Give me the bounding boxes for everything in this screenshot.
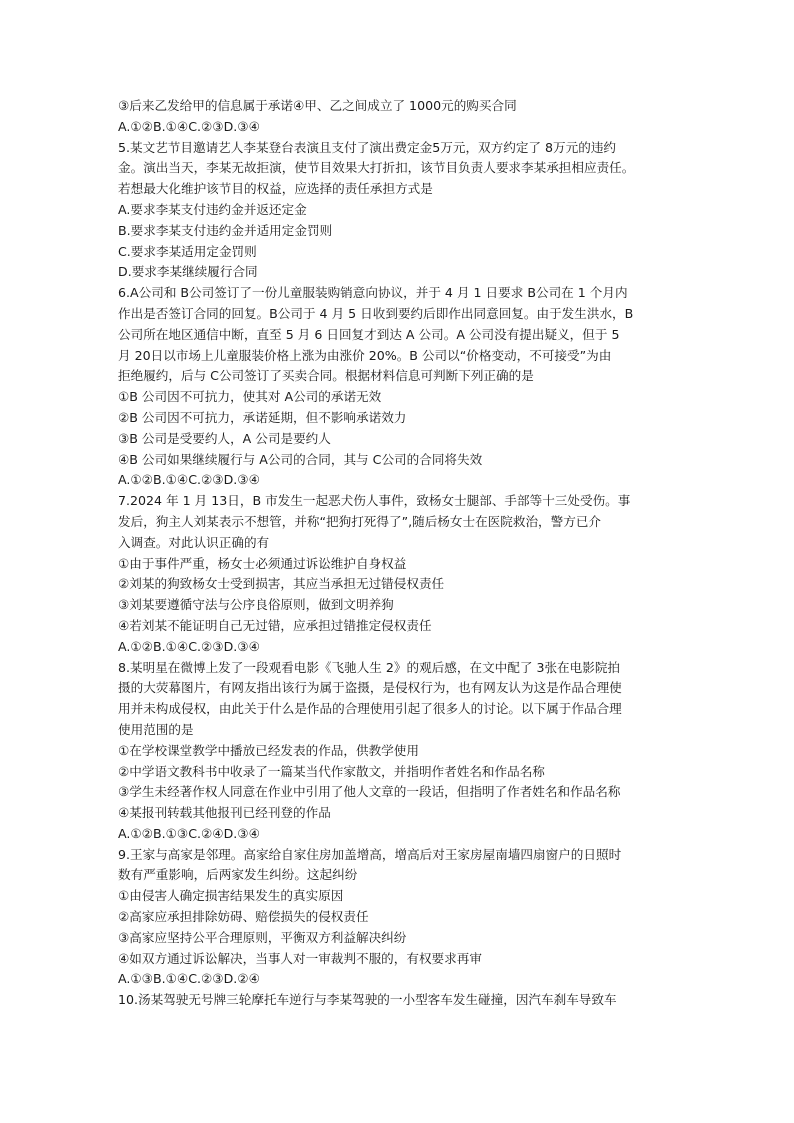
question-10-stem: 10.汤某驾驶无号牌三轮摩托车逆行与李某驾驶的一小型客车发生碰撞，因汽车刹车导致车 [118,992,617,1008]
answer-options: A.①②B.①④C.②③D.③④ [118,118,260,134]
text-line: ③后来乙发给甲的信息属于承诺④甲、乙之间成立了 1000元的购买合同 [118,98,517,113]
statement-3: ③刘某要遵循守法与公序良俗原则，做到文明养狗 [118,597,394,613]
question-7-stem: 入调查。对此认识正确的有 [118,534,270,550]
statement-2: ②中学语文教科书中收录了一篇某当代作家散文，并指明作者姓名和作品名称 [118,763,545,779]
statement-4: ④如双方通过诉讼解决，当事人对一审裁判不服的，有权要求再审 [118,950,482,966]
question-7-stem: 7.2024 年 1 月 13日，B 市发生一起恶犬伤人事件，致杨女士腿部、手部等十三处受伤。事 [118,493,631,509]
answer-options: A.①②B.①④C.②③D.③④ [118,472,260,488]
question-8-stem: 使用范围的是 [118,721,194,737]
answer-options: A.①③B.①④C.②③D.②④ [118,971,260,987]
statement-1: ①由侵害人确定损害结果发生的真实原因 [118,888,344,904]
question-5-stem: 金。演出当天，李某无故拒演，使节目效果大打折扣，该节目负责人要求李某承担相应责任。 [118,160,635,176]
answer-options: A.①②B.①④C.②③D.③④ [118,638,260,654]
question-8-stem: 摄的大荧幕图片，有网友指出该行为属于盗摄，是侵权行为，也有网友认为这是作品合理使 [118,680,622,696]
statement-2: ②高家应承担排除妨碍、赔偿损失的侵权责任 [118,909,369,925]
question-9-stem: 9.王家与高家是邻理。高家给自家住房加盖增高，增高后对王家房屋南墙四扇窗户的日照时 [118,846,622,862]
document-page [118,96,678,1011]
question-5-stem: 5.某文艺节目邀请艺人李某登台表演且支付了演出费定金5万元，双方约定了 8万元的违约 [118,139,617,155]
option-c: C.要求李某适用定金罚则 [118,243,257,259]
statement-1: ①由于事件严重，杨女士必须通过诉讼维护自身权益 [118,555,407,571]
question-8-stem: 8.某明星在微博上发了一段观看电影《飞驰人生 2》的观后感，在文中配了 3张在电影院拍 [118,659,621,675]
statement-4: ④某报刊转载其他报刊已经刊登的作品 [118,805,331,821]
question-6-stem: 6.A公司和 B公司签订了一份儿童服装购销意向协议，并于 4 月 1 日要求 B公司在 1 个月内 [118,285,628,301]
option-d: D.要求李某继续履行合同 [118,264,258,280]
question-7-stem: 发后，狗主人刘某表示不想管，并称“把狗打死得了”,随后杨女士在医院救治，警方已介 [118,513,602,529]
question-8-stem: 用并未构成侵权，由此关于什么是作品的合理使用引起了很多人的讨论。以下属于作品合理 [118,701,622,717]
statement-1: ①在学校课堂教学中播放已经发表的作品，供教学使用 [118,742,419,758]
statement-4: ④若刘某不能证明自己无过错，应承担过错推定侵权责任 [118,617,432,633]
statement-3: ③学生未经著作权人同意在作业中引用了他人文章的一段话，但指明了作者姓名和作品名称 [118,784,621,800]
question-6-stem: 公司所在地区通信中断，直至 5 月 6 日回复才到达 A 公司。A 公司没有提出疑义，但于 5 [118,326,620,342]
statement-2: ②B 公司因不可抗力，承诺延期，但不影响承诺效力 [118,409,407,425]
statement-1: ①B 公司因不可抗力，使其对 A公司的承诺无效 [118,389,382,405]
question-9-stem: 数有严重影响，后两家发生纠纷。这起纠纷 [118,867,358,883]
statement-4: ④B 公司如果继续履行与 A公司的合同，其与 C公司的合同将失效 [118,451,483,467]
question-6-stem: 拒绝履约，后与 C公司签订了买卖合同。根据材料信息可判断下列正确的是 [118,368,534,384]
question-6-stem: 作出是否签订合同的回复。B公司于 4 月 5 日收到要约后即作出同意回复。由于发生洪水，B [118,305,634,321]
option-a: A.要求李某支付违约金并返还定金 [118,201,307,217]
question-6-stem: 月 20日以市场上儿童服装价格上涨为由涨价 20%。B 公司以“价格变动，不可接受”为由 [118,347,612,363]
statement-2: ②刘某的狗致杨女士受到损害，其应当承担无过错侵权责任 [118,576,445,592]
statement-3: ③高家应坚持公平合理原则，平衡双方利益解决纠纷 [118,929,407,945]
answer-options: A.①②B.①③C.②④D.③④ [118,825,260,841]
question-5-stem: 若想最大化维护该节目的权益，应选择的责任承担方式是 [118,181,433,197]
option-b: B.要求李某支付违约金并适用定金罚则 [118,222,333,238]
statement-3: ③B 公司是受要约人，A 公司是要约人 [118,430,331,446]
